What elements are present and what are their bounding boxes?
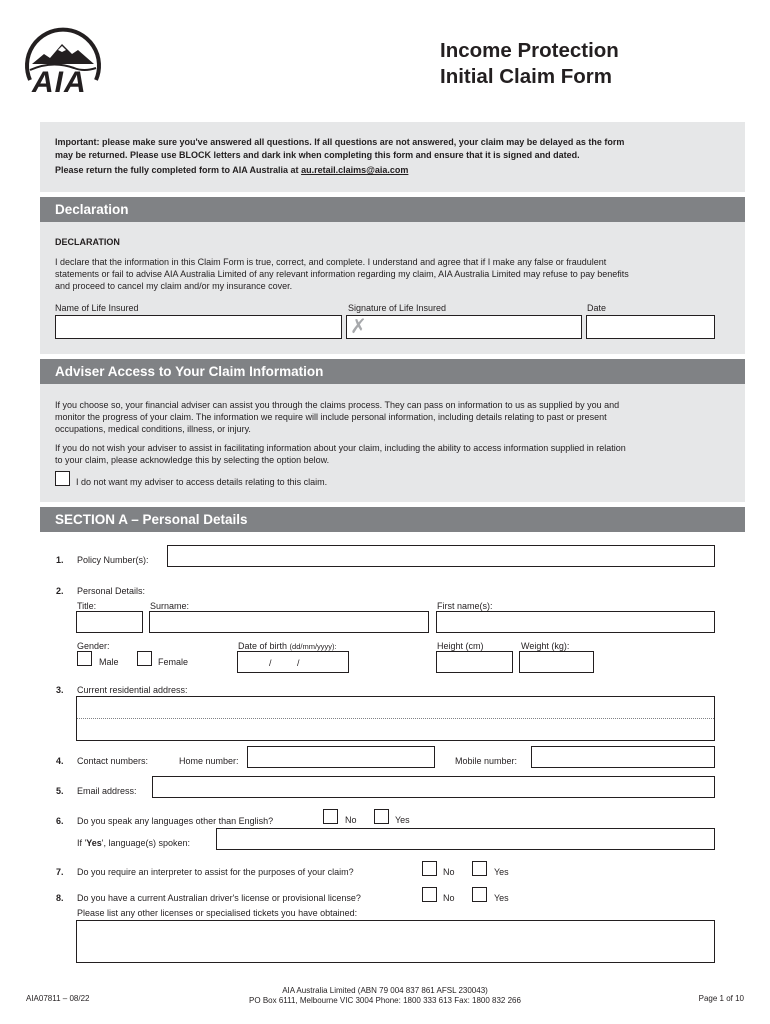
important-line-1: Important: please make sure you've answered all questions. If all questions are not answered, your claim may be delayed as the form [55, 137, 625, 147]
q3-number: 3. [56, 685, 64, 695]
signature-cross-icon: ✗ [350, 316, 367, 338]
languages-label-suffix: ', language(s) spoken: [101, 838, 191, 848]
date-label: Date [587, 303, 607, 313]
gender-male-checkbox[interactable] [77, 651, 92, 666]
first-names-field[interactable] [436, 611, 715, 633]
section-a-header: SECTION A – Personal Details [40, 507, 745, 532]
drivers-license-no-checkbox[interactable] [422, 887, 437, 902]
logo-wordmark: AIA [32, 66, 87, 99]
other-languages-no-checkbox[interactable] [323, 809, 338, 824]
interpreter-yes-checkbox[interactable] [472, 861, 487, 876]
other-languages-no-label: No [345, 815, 357, 825]
gender-label: Gender: [77, 641, 110, 651]
policy-number-field[interactable] [167, 545, 715, 567]
interpreter-no-label: No [443, 867, 455, 877]
interpreter-yes-label: Yes [494, 867, 509, 877]
adviser-p2-line-2: to your claim, please acknowledge this by selecting the option below. [55, 455, 330, 465]
weight-label: Weight (kg): [521, 641, 570, 651]
other-languages-question: Do you speak any languages other than English? [77, 816, 274, 826]
declaration-line-2: statements or fail to advise AIA Australia Limited of any relevant information regarding my claim, AIA Australia Limited may refuse to pay benefits [55, 269, 629, 279]
languages-label-prefix: If ' [77, 838, 87, 848]
declaration-date-field[interactable] [586, 315, 715, 339]
drivers-license-no-label: No [443, 893, 455, 903]
other-licenses-field[interactable] [76, 920, 715, 963]
first-names-label: First name(s): [437, 601, 493, 611]
mobile-number-field[interactable] [531, 746, 715, 768]
declaration-line-3: and proceed to cancel my claim and/or my insurance cover. [55, 281, 293, 291]
home-number-field[interactable] [247, 746, 435, 768]
title-line-1: Income Protection [440, 39, 619, 62]
surname-label: Surname: [150, 601, 190, 611]
signature-field[interactable] [346, 315, 582, 339]
gender-male-label: Male [99, 657, 119, 667]
height-field[interactable] [436, 651, 513, 673]
name-of-life-insured-label: Name of Life Insured [55, 303, 139, 313]
q1-number: 1. [56, 555, 64, 565]
title-line-2: Initial Claim Form [440, 65, 612, 88]
residential-address-field[interactable] [76, 696, 715, 741]
q5-number: 5. [56, 786, 64, 796]
gender-female-label: Female [158, 657, 189, 667]
form-title [440, 38, 619, 90]
important-line-2: may be returned. Please use BLOCK letters and dark ink when completing this form and ensure that it is signed and dated. [55, 150, 580, 160]
gender-female-checkbox[interactable] [137, 651, 152, 666]
q7-number: 7. [56, 867, 64, 877]
aia-logo [22, 20, 104, 106]
adviser-optout-label: I do not want my adviser to access details relating to this claim. [76, 477, 328, 487]
interpreter-no-checkbox[interactable] [422, 861, 437, 876]
q2-number: 2. [56, 586, 64, 596]
adviser-p1-line-1: If you choose so, your financial adviser can assist you through the claims process. They can pass on information to us as supplied by you and [55, 400, 620, 410]
claims-email-link[interactable]: au.retail.claims@aia.com [301, 165, 409, 175]
dob-field[interactable] [237, 651, 349, 673]
return-instruction: Please return the fully completed form to AIA Australia at [55, 165, 302, 175]
other-languages-yes-checkbox[interactable] [374, 809, 389, 824]
adviser-access-header: Adviser Access to Your Claim Information [40, 359, 745, 384]
adviser-p1-line-2: monitor the progress of your claim. The information we require will include personal information, including details relating to past or present [55, 412, 607, 422]
address-field-divider [77, 718, 714, 719]
languages-label-yes: Yes [86, 838, 102, 848]
languages-spoken-field[interactable] [216, 828, 715, 850]
height-label: Height (cm) [437, 641, 484, 651]
adviser-p2-line-1: If you do not wish your adviser to assist in facilitating information about your claim, including the ability to access information supplied in relation [55, 443, 626, 453]
dob-format-hint: (dd/mm/yyyy): [289, 642, 337, 651]
title-field[interactable] [76, 611, 143, 633]
policy-number-label: Policy Number(s): [77, 555, 149, 565]
title-label: Title: [77, 601, 97, 611]
languages-spoken-label [77, 837, 190, 849]
contact-numbers-label: Contact numbers: [77, 756, 149, 766]
page-number: Page 1 of 10 [698, 994, 744, 1003]
declaration-line-1: I declare that the information in this Claim Form is true, correct, and complete. I understand and agree that if I make any false or fraudulent [55, 257, 607, 267]
mobile-number-label: Mobile number: [455, 756, 518, 766]
dob-slash-1: / [269, 658, 272, 668]
company-details: AIA Australia Limited (ABN 79 004 837 861 AFSL 230043) [282, 986, 488, 995]
adviser-p1-line-3: occupations, medical conditions, illness, or injury. [55, 424, 251, 434]
declaration-subheading: DECLARATION [55, 237, 120, 247]
email-address-field[interactable] [152, 776, 715, 798]
home-number-label: Home number: [179, 756, 239, 766]
contact-details: PO Box 6111, Melbourne VIC 3004 Phone: 1800 333 613 Fax: 1800 832 266 [249, 996, 521, 1005]
personal-details-label: Personal Details: [77, 586, 146, 596]
dob-label-text: Date of birth [238, 641, 288, 651]
surname-field[interactable] [149, 611, 429, 633]
q6-number: 6. [56, 816, 64, 826]
drivers-license-yes-label: Yes [494, 893, 509, 903]
declaration-header: Declaration [40, 197, 745, 222]
drivers-license-yes-checkbox[interactable] [472, 887, 487, 902]
form-code: AIA07811 – 08/22 [26, 994, 90, 1003]
residential-address-label: Current residential address: [77, 685, 188, 695]
dob-slash-2: / [297, 658, 300, 668]
adviser-optout-checkbox[interactable] [55, 471, 70, 486]
other-languages-yes-label: Yes [395, 815, 410, 825]
name-of-life-insured-field[interactable] [55, 315, 342, 339]
email-address-label: Email address: [77, 786, 137, 796]
signature-label: Signature of Life Insured [348, 303, 447, 313]
interpreter-question: Do you require an interpreter to assist for the purposes of your claim? [77, 867, 354, 877]
q4-number: 4. [56, 756, 64, 766]
weight-field[interactable] [519, 651, 594, 673]
drivers-license-question: Do you have a current Australian driver's license or provisional license? [77, 893, 361, 903]
other-licenses-label: Please list any other licenses or specialised tickets you have obtained: [77, 908, 358, 918]
important-line-3 [55, 164, 408, 176]
q8-number: 8. [56, 893, 64, 903]
